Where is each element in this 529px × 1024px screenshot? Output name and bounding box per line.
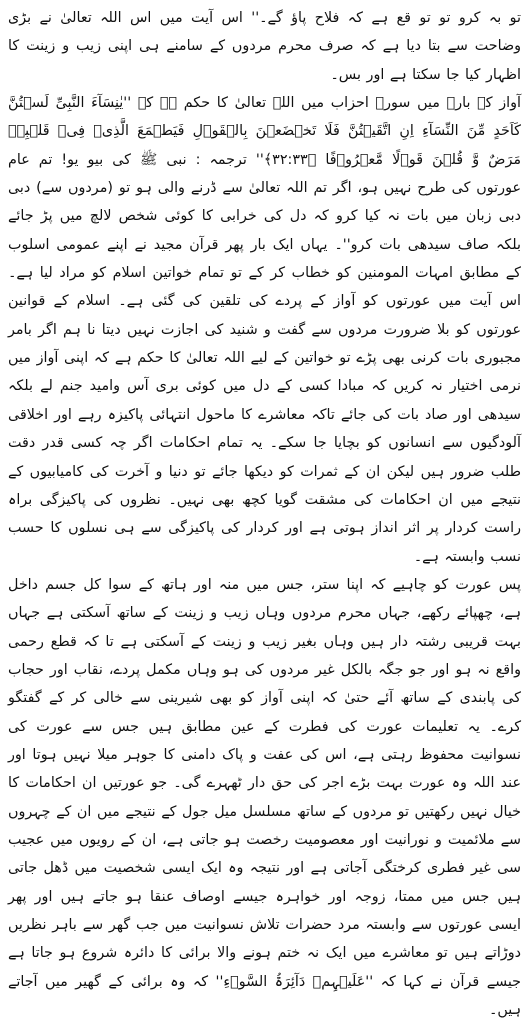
paragraph-quran-adornment: تو بہ کرو تو تو قع ہے کہ فلاح پاؤ گے۔'' اس آیت میں اس اللہ تعالیٰ نے بڑی وضاحت سے بتا دیا ہے کہ صرف محرم مردوں کے سامنے ہی اپنی زیب و زینت کا اظہار کیا جا سکتا ہے اور بس۔ (8, 10, 521, 83)
paragraph-women-conduct: پس عورت کو چاہیے کہ اپنا ستر، جس میں منہ اور ہاتھ کے سوا کل جسم داخل ہے، چھپائے رکھے، جہاں محرم مردوں وہاں زیب و زینت کے ساتھ آسکتی ہے جہاں بہت قریبی رشتہ دار ہیں وہاں بغیر زیب و زینت کے آسکتی ہے تا کہ قطع رحمی واقع نہ ہو اور جو جگہ بالکل غیر مردوں کی ہو وہاں مکمل پردے، نقاب اور حجاب کی پابندی کے ساتھ آئے حتیٰ کہ اپنی آواز کو بھی شیرینی سے خالی کر کے گفتگو کرے۔ یہ تعلیمات عورت کی فطرت کے عین مطابق ہیں جس سے عورت کی نسوانیت محفوظ رہتی ہے، اس کی عفت و پاک دامنی کا جوہر میلا نہیں ہوتا اور عند اللہ وہ عورت بہت بڑے اجر کی حق دار ٹھہرے گی۔ جو عورتیں ان احکامات کا خیال نہیں رکھتیں تو مردوں کے ساتھ مسلسل میل جول کے نتیجے میں ان کے چہروں سے ملائمیت و نورانیت اور معصومیت رخصت ہو جاتی ہے، ان کے رویوں میں عجیب سی غیر فطری کرختگی آجاتی ہے اور نتیجہ وہ ایک ایسی شخصیت میں ڈھل جاتی ہیں جس میں ممتا، زوجہ اور خواہرہ جیسے اوصاف عنقا ہو جاتے ہیں اور پھر ایسی عورتوں سے وابستہ مرد حضرات تلاش نسوانیت میں جب گھر سے باہر نظریں دوڑاتے ہیں تو معاشرے میں ایک نہ ختم ہونے والا برائی کا دائرہ شروع ہو جاتا ہے جیسے قرآن نے کہا کہ ''عَلَیۡہِمۡ دَآئِرَۃُ السَّوۡءِ'' کہ وہ برائی کے گھیر میں آجاتے ہیں۔ (8, 576, 521, 1019)
document-page (8, 4, 521, 1019)
paragraph-voice-veil: آواز کے بارے میں سورۃ احزاب میں اللہ تعالیٰ کا حکم ہے کہ ''یٰنِسَآءَ النَّبِیِّ لَسۡتُنَّ کَاَحَدٍ مِّنَ النِّسَآءِ اِنِ اتَّقَیۡتُنَّ فَلَا تَخۡضَعۡنَ بِالۡقَوۡلِ فَیَطۡمَعَ الَّذِیۡ فِیۡ قَلۡبِہٖ مَرَضٌ وَّ قُلۡنَ قَوۡلًا مَّعۡرُوۡفًا ﴿۳۲:۳۳﴾'' ترجمہ : نبی ﷺ کی بیو یو! تم عام عورتوں کی طرح نہیں ہو، اگر تم اللہ تعالیٰ سے ڈرنے والی ہو تو (مردوں سے) دبی دبی زبان میں بات نہ کیا کرو کہ دل کی خرابی کا کوئی شخص لالچ میں پڑ جائے بلکہ صاف سیدھی بات کرو''۔ یہاں ایک بار پھر قرآن مجید نے اپنے عمومی اسلوب کے مطابق امہات المومنین کو خطاب کر کے تو تمام خواتین اسلام کو مراد لیا ہے۔ اس آیت میں عورتوں کو آواز کے پردے کی تلقین کی گئی ہے۔ اسلام کے قوانین عورتوں کو بلا ضرورت مردوں سے گفت و شنید کی اجازت نہیں دیتا نا ہم اگر بامر مجبوری بات کرنی بھی پڑے تو خواتین کے لیے اللہ تعالیٰ کا حکم ہے کہ اپنی آواز میں نرمی اختیار نہ کریں کہ مبادا کسی کے دل میں کوئی بری آس وامید جنم لے بلکہ سیدھی اور صاد بات کی جائے تاکہ معاشرے کا ماحول انتہائی پاکیزہ رہے اور اخلاقی آلودگیوں سے انسانوں کو بچایا جا سکے۔ یہ تمام احکامات اگر چہ کسی قدر دقت طلب ضرور ہیں لیکن ان کے ثمرات کو دیکھا جائے تو دنیا و آخرت کی کامیابیوں کے نتیجے میں ان احکامات کی مشقت گویا کچھ بھی نہیں۔ نظروں کی پاکیزگی براہ راست کردار پر اثر انداز ہوتی ہے اور کردار کی پاکیزگی سے ہی نسلوں کا حسب نسب وابستہ ہے۔ (8, 95, 521, 565)
